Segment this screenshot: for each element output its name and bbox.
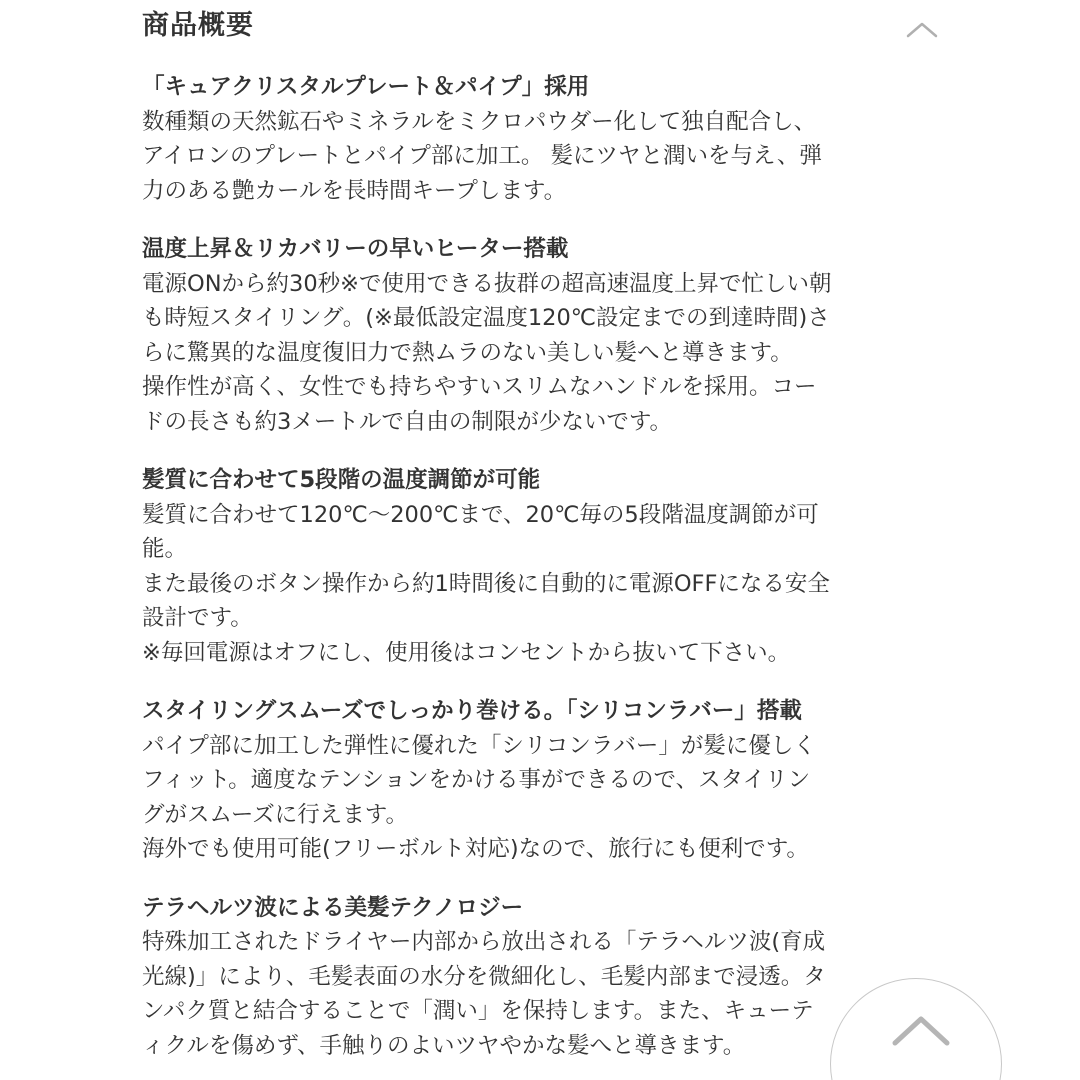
feature-title: テラヘルツ波による美髪テクノロジー [142, 894, 524, 921]
chevron-up-icon [902, 14, 942, 44]
feature-text-line: らに驚異的な温度復旧力で熱ムラのない美しい髪へと導きます。 [142, 339, 793, 366]
scroll-top-area [820, 960, 1080, 1080]
feature-text-line: ※毎回電源はオフにし、使用後はコンセントから抜いて下さい。 [142, 639, 791, 666]
feature-title: 「キュアクリスタルプレート＆パイプ」採用 [142, 74, 590, 100]
feature-text-line: また最後のボタン操作から約1時間後に自動的に電源OFFになる安全 [142, 570, 830, 597]
feature-text-line: 電源ONから約30秒※で使用できる抜群の超高速温度上昇で忙しい朝 [142, 270, 832, 297]
feature-text-line: 髪質に合わせて120℃〜200℃まで、20℃毎の5段階温度調節が可 [142, 501, 819, 528]
feature-title: スタイリングスムーズでしっかり巻ける。「シリコンラバー」搭載 [142, 698, 802, 724]
chevron-up-icon [889, 1009, 953, 1049]
feature-text-line: アイロンのプレートとパイプ部に加工。 髪にツヤと潤いを与え、弾 [142, 143, 822, 169]
feature-block [142, 463, 942, 670]
feature-text-line: 能。 [142, 536, 188, 562]
feature-text-line: ンパク質と結合することで「潤い」を保持します。また、キューテ [142, 998, 814, 1024]
feature-text-line: 操作性が高く、女性でも持ちやすいスリムなハンドルを採用。コー [142, 374, 817, 400]
feature-text-line: 光線)」により、毛髪表面の水分を微細化し、毛髪内部まで浸透。タ [142, 963, 826, 990]
feature-block [142, 70, 942, 208]
feature-block [142, 694, 942, 867]
feature-text-line: ドの長さも約3メートルで自由の制限が少ないです。 [142, 408, 673, 435]
product-overview [142, 70, 942, 1080]
feature-text-line: も時短スタイリング。(※最低設定温度120℃設定までの到達時間)さ [142, 305, 830, 331]
feature-text-line: 設計です。 [142, 605, 253, 631]
feature-title: 髪質に合わせて5段階の温度調節が可能 [142, 467, 541, 493]
collapse-toggle-button[interactable] [902, 14, 942, 44]
section-title: 商品概要 [142, 10, 254, 41]
feature-text-line: グがスムーズに行えます。 [142, 801, 408, 828]
feature-title: 温度上昇＆リカバリーの早いヒーター搭載 [142, 236, 569, 262]
feature-text-line: 数種類の天然鉱石やミネラルをミクロパウダー化して独自配合し、 [142, 108, 817, 135]
feature-text-line: フィット。適度なテンションをかける事ができるので、スタイリン [142, 767, 811, 793]
section-header [142, 8, 942, 48]
feature-text-line: 海外でも使用可能(フリーボルト対応)なので、旅行にも便利です。 [142, 836, 809, 862]
feature-text-line: 特殊加工されたドライヤー内部から放出される「テラヘルツ波(育成 [142, 929, 826, 955]
scroll-to-top-button[interactable] [830, 978, 1002, 1080]
feature-block [142, 232, 942, 439]
feature-text-line: ィクルを傷めず、手触りのよいツヤやかな髪へと導きます。 [142, 1032, 746, 1059]
feature-text-line: 力のある艶カールを長時間キープします。 [142, 177, 567, 204]
feature-text-line: パイプ部に加工した弾性に優れた「シリコンラバー」が髪に優しく [142, 732, 816, 759]
